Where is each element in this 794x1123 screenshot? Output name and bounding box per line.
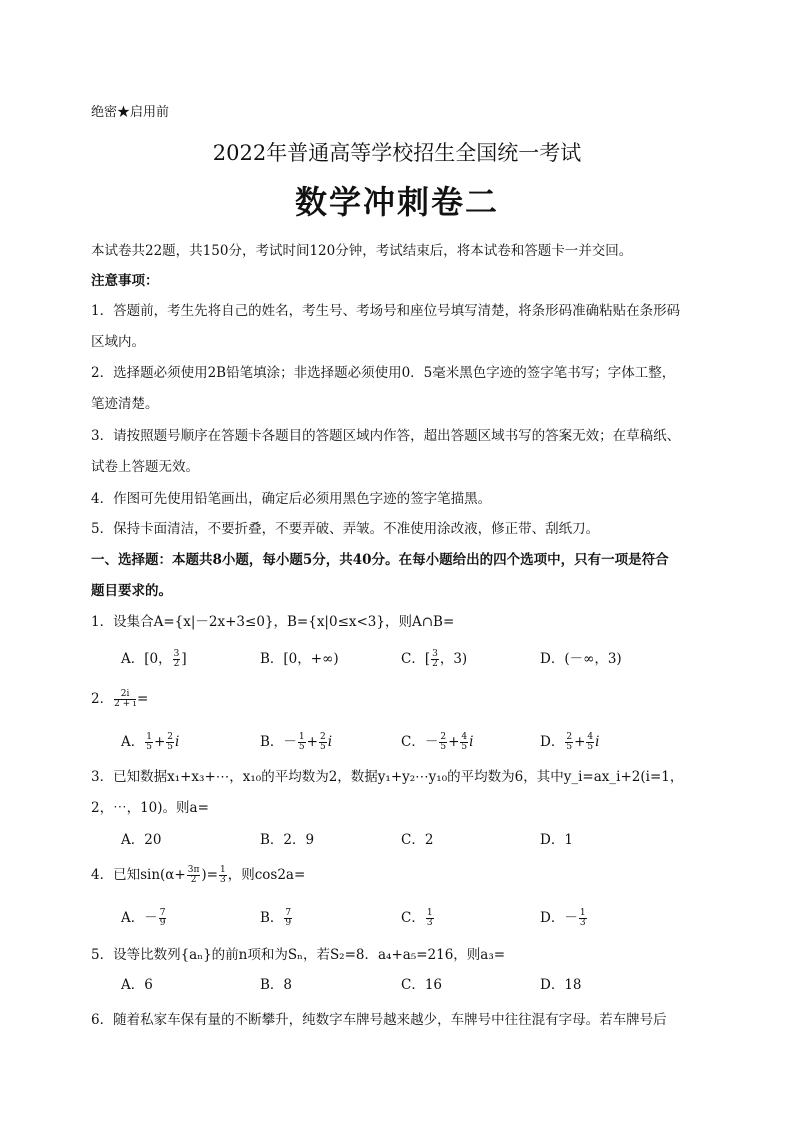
- question-3-stem: 3．已知数据x₁+x₃+⋯，x₁₀的平均数为2，数据y₁+y₂⋯y₁₀的平均数为6，其中y_i=ax_i+2(i=1，: [91, 769, 684, 785]
- fraction: $\frac{3}{2}$: [173, 649, 180, 669]
- fraction: $\frac{2i}{2 + i}$: [114, 689, 136, 709]
- q2-option-c: C．－ $\frac{2}{5}$ + $\frac{4}{5}$ i: [401, 732, 474, 752]
- notes-heading: 注意事项：: [91, 273, 159, 289]
- question-5-stem: 5．设等比数列{aₙ}的前n项和为Sₙ，若S₂=8．a₄+a₅=216，则a₃=: [91, 947, 506, 963]
- note-line: 2．选择题必须使用2B铅笔填涂；非选择题必须使用0．5毫米黑色字迹的签字笔书写；字体工整，: [91, 365, 676, 381]
- q3-option-b: B．2．9: [260, 832, 315, 848]
- q3-option-a: A．20: [121, 832, 162, 848]
- q1-option-c: C．[ $\frac{3}{2}$ ，3): [401, 649, 468, 669]
- q4-option-c: C． $\frac{1}{3}$: [401, 908, 433, 928]
- intro-text: 本试卷共22题，共150分，考试时间120分钟，考试结束后，将本试卷和答题卡一并交回。: [91, 243, 633, 259]
- q2-option-a: A． $\frac{1}{5}$ + $\frac{2}{5}$ i: [121, 732, 180, 752]
- question-1-stem: 1．设集合A={x|－2x+3≤0}，B={x|0≤x<3}，则A∩B=: [91, 614, 455, 630]
- q3-option-d: D．1: [540, 832, 573, 848]
- section-heading: 题目要求的。: [91, 583, 172, 599]
- paper-title: 数学冲刺卷二: [294, 183, 499, 221]
- question-4-stem: 4．已知sin(α+ $\frac{3\pi}{2}$ )= $\frac{1}{3}$ ，则cos2a=: [91, 865, 306, 885]
- exam-title: 2022年普通高等学校招生全国统一考试: [212, 141, 582, 165]
- q5-option-c: C．16: [401, 977, 443, 993]
- question-6-stem: 6．随着私家车保有量的不断攀升，纯数字车牌号越来越少，车牌号中往往混有字母。若车牌号后: [91, 1012, 667, 1028]
- note-line: 1．答题前，考生先将自己的姓名，考生号、考场号和座位号填写清楚，将条形码准确粘贴在条形码: [91, 303, 681, 319]
- question-3-stem: 2，⋯，10)。则a=: [91, 800, 209, 816]
- q4-option-d: D．－ $\frac{1}{3}$: [540, 908, 586, 928]
- q3-option-c: C．2: [401, 832, 434, 848]
- q4-option-b: B． $\frac{7}{9}$: [260, 908, 292, 928]
- q1-option-a: A．[0， $\frac{3}{2}$ ]: [121, 649, 187, 669]
- note-line: 试卷上答题无效。: [91, 459, 199, 475]
- q5-option-d: D．18: [540, 977, 582, 993]
- q5-option-b: B．8: [260, 977, 293, 993]
- note-line: 3．请按照题号顺序在答题卡各题目的答题区域内作答，超出答题区域书写的答案无效；在草稿纸、: [91, 428, 681, 444]
- note-line: 4．作图可先使用铅笔画出，确定后必须用黑色字迹的签字笔描黑。: [91, 491, 492, 507]
- note-line: 区域内。: [91, 334, 145, 350]
- note-line: 5．保持卡面清洁，不要折叠，不要弄破、弄皱。不准使用涂改液，修正带、刮纸刀。: [91, 521, 600, 537]
- question-2-stem: 2． $\frac{2i}{2 + i}$ =: [91, 689, 149, 709]
- section-heading: 一、选择题：本题共8小题，每小题5分，共40分。在每小题给出的四个选项中，只有一项是符合: [91, 552, 669, 568]
- q1-option-b: B．[0，+∞): [260, 651, 339, 667]
- secret-label: 绝密★启用前: [91, 105, 170, 120]
- q1-option-d: D．(－∞，3): [540, 651, 622, 667]
- q5-option-a: A．6: [121, 977, 153, 993]
- q2-option-d: D． $\frac{2}{5}$ + $\frac{4}{5}$ i: [540, 732, 600, 752]
- note-line: 笔迹清楚。: [91, 396, 159, 412]
- fraction: $\frac{3}{2}$: [432, 649, 438, 669]
- q2-option-b: B．－ $\frac{1}{5}$ + $\frac{2}{5}$ i: [260, 732, 333, 752]
- q4-option-a: A．－ $\frac{7}{9}$: [121, 908, 166, 928]
